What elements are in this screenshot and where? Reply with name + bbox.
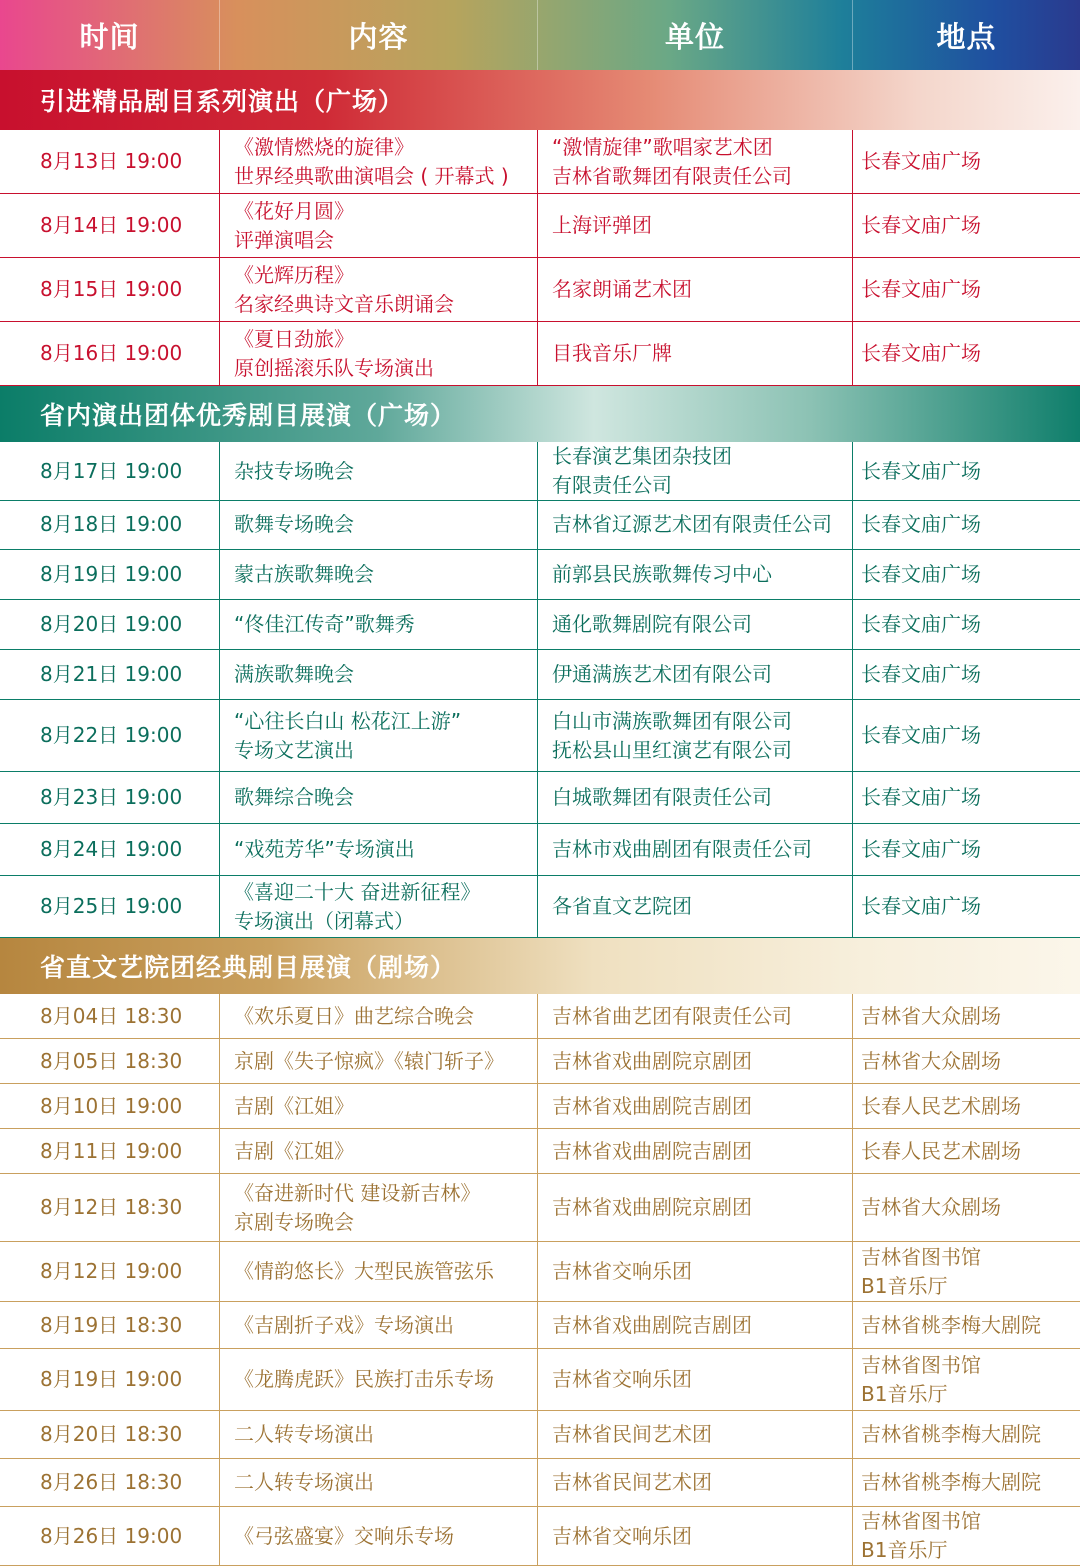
cell-content: 满族歌舞晚会 [219,650,537,700]
cell-place: 长春文庙广场 [852,442,1080,501]
cell-time: 8月19日 18:30 [0,1302,219,1349]
cell-place: 长春文庙广场 [852,258,1080,322]
cell-content: 歌舞专场晚会 [219,500,537,550]
cell-time: 8月26日 18:30 [0,1459,219,1507]
cell-place: 长春人民艺术剧场 [852,1084,1080,1129]
cell-unit: 吉林省民间艺术团 [537,1411,852,1459]
header-time: 时间 [79,19,140,54]
cell-time: 8月15日 19:00 [0,258,219,322]
cell-content: 《欢乐夏日》曲艺综合晚会 [219,994,537,1039]
cell-content: “佟佳江传奇”歌舞秀 [219,600,537,650]
cell-content: 蒙古族歌舞晚会 [219,550,537,600]
cell-content: 歌舞综合晚会 [219,772,537,824]
cell-unit: 吉林省交响乐团 [537,1349,852,1411]
cell-content: 《激情燃烧的旋律》 世界经典歌曲演唱会 ( 开幕式 ) [219,130,537,194]
cell-place: 长春文庙广场 [852,772,1080,824]
cell-time: 8月12日 19:00 [0,1242,219,1302]
cell-place: 吉林省大众剧场 [852,994,1080,1039]
cell-unit: 吉林省戏曲剧院吉剧团 [537,1302,852,1349]
cell-place: 长春文庙广场 [852,550,1080,600]
cell-unit: 吉林省戏曲剧院京剧团 [537,1039,852,1084]
table-row [0,1084,1080,1129]
cell-unit: 伊通满族艺术团有限公司 [537,650,852,700]
table-header [0,0,1080,70]
table-row [0,322,1080,386]
table-row [0,442,1080,500]
cell-time: 8月22日 19:00 [0,700,219,772]
cell-unit: 各省直文艺院团 [537,876,852,938]
table-row [0,1349,1080,1411]
cell-place: 吉林省图书馆 B1音乐厅 [852,1507,1080,1566]
cell-place: 长春文庙广场 [852,650,1080,700]
cell-place: 长春文庙广场 [852,500,1080,550]
section-imported-table [0,130,1080,386]
cell-time: 8月24日 19:00 [0,824,219,876]
cell-unit: 前郭县民族歌舞传习中心 [537,550,852,600]
cell-place: 吉林省大众剧场 [852,1174,1080,1242]
table-row [0,650,1080,700]
cell-content: 《花好月圆》 评弹演唱会 [219,194,537,258]
table-row [0,1039,1080,1084]
cell-unit: 目我音乐厂牌 [537,322,852,386]
cell-unit: 吉林省交响乐团 [537,1507,852,1566]
cell-time: 8月19日 19:00 [0,550,219,600]
cell-time: 8月12日 18:30 [0,1174,219,1242]
cell-time: 8月11日 19:00 [0,1129,219,1174]
cell-content: 杂技专场晚会 [219,442,537,501]
cell-unit: 长春演艺集团杂技团 有限责任公司 [537,442,852,501]
cell-place: 吉林省桃李梅大剧院 [852,1302,1080,1349]
table-row [0,1507,1080,1565]
table-row [0,500,1080,550]
cell-content: 京剧《失子惊疯》《辕门斩子》 [219,1039,537,1084]
cell-unit: 吉林省辽源艺术团有限责任公司 [537,500,852,550]
table-row [0,1129,1080,1174]
cell-place: 吉林省图书馆 B1音乐厅 [852,1349,1080,1411]
cell-content: 《奋进新时代 建设新吉林》 京剧专场晚会 [219,1174,537,1242]
table-row [0,700,1080,772]
cell-place: 长春文庙广场 [852,824,1080,876]
cell-unit: 上海评弹团 [537,194,852,258]
table-row [0,550,1080,600]
cell-place: 吉林省桃李梅大剧院 [852,1459,1080,1507]
cell-place: 长春文庙广场 [852,322,1080,386]
section-title-theater: 省直文艺院团经典剧目展演（剧场） [0,938,1080,994]
table-row [0,1302,1080,1349]
cell-time: 8月04日 18:30 [0,994,219,1039]
cell-time: 8月19日 19:00 [0,1349,219,1411]
cell-content: 吉剧《江姐》 [219,1084,537,1129]
header-place: 地点 [852,0,1080,70]
cell-content: 《情韵悠长》大型民族管弦乐 [219,1242,537,1302]
cell-content: 《夏日劲旅》 原创摇滚乐队专场演出 [219,322,537,386]
cell-content: “戏苑芳华”专场演出 [219,824,537,876]
section-provincial-table [0,442,1080,938]
cell-unit: “激情旋律”歌唱家艺术团 吉林省歌舞团有限责任公司 [537,130,852,194]
cell-place: 长春人民艺术剧场 [852,1129,1080,1174]
cell-place: 长春文庙广场 [852,600,1080,650]
cell-unit: 名家朗诵艺术团 [537,258,852,322]
table-row [0,130,1080,194]
cell-content: 《吉剧折子戏》专场演出 [219,1302,537,1349]
cell-place: 吉林省图书馆 B1音乐厅 [852,1242,1080,1302]
table-row [0,1459,1080,1507]
cell-content: 二人转专场演出 [219,1459,537,1507]
cell-unit: 吉林省戏曲剧院京剧团 [537,1174,852,1242]
cell-time: 8月17日 19:00 [0,442,219,501]
section-title-provincial: 省内演出团体优秀剧目展演（广场） [0,386,1080,442]
cell-time: 8月16日 19:00 [0,322,219,386]
cell-time: 8月13日 19:00 [0,130,219,194]
table-row [0,772,1080,824]
section-theater-table [0,994,1080,1565]
cell-time: 8月25日 19:00 [0,876,219,938]
table-row [0,824,1080,876]
table-row [0,1242,1080,1302]
cell-time: 8月14日 19:00 [0,194,219,258]
cell-unit: 吉林省交响乐团 [537,1242,852,1302]
table-row [0,994,1080,1039]
cell-time: 8月26日 19:00 [0,1507,219,1566]
cell-unit: 吉林市戏曲剧团有限责任公司 [537,824,852,876]
table-row [0,600,1080,650]
cell-unit: 吉林省戏曲剧院吉剧团 [537,1084,852,1129]
cell-time: 8月20日 19:00 [0,600,219,650]
table-row [0,1174,1080,1242]
table-row [0,876,1080,938]
cell-unit: 吉林省戏曲剧院吉剧团 [537,1129,852,1174]
cell-content: 《弓弦盛宴》交响乐专场 [219,1507,537,1566]
cell-unit: 吉林省民间艺术团 [537,1459,852,1507]
cell-time: 8月05日 18:30 [0,1039,219,1084]
cell-content: 《龙腾虎跃》民族打击乐专场 [219,1349,537,1411]
cell-place: 长春文庙广场 [852,130,1080,194]
cell-place: 长春文庙广场 [852,194,1080,258]
cell-time: 8月10日 19:00 [0,1084,219,1129]
cell-time: 8月23日 19:00 [0,772,219,824]
cell-place: 吉林省大众剧场 [852,1039,1080,1084]
cell-content: 二人转专场演出 [219,1411,537,1459]
cell-place: 长春文庙广场 [852,700,1080,772]
cell-time: 8月18日 19:00 [0,500,219,550]
header-unit: 单位 [537,0,852,70]
section-title-imported: 引进精品剧目系列演出（广场） [0,70,1080,130]
cell-content: “心往长白山 松花江上游” 专场文艺演出 [219,700,537,772]
cell-content: 吉剧《江姐》 [219,1129,537,1174]
cell-unit: 白山市满族歌舞团有限公司 抚松县山里红演艺有限公司 [537,700,852,772]
table-row [0,1411,1080,1459]
table-row [0,258,1080,322]
cell-unit: 白城歌舞团有限责任公司 [537,772,852,824]
cell-place: 吉林省桃李梅大剧院 [852,1411,1080,1459]
cell-unit: 通化歌舞剧院有限公司 [537,600,852,650]
cell-place: 长春文庙广场 [852,876,1080,938]
table-row [0,194,1080,258]
cell-time: 8月20日 18:30 [0,1411,219,1459]
cell-unit: 吉林省曲艺团有限责任公司 [537,994,852,1039]
cell-content: 《光辉历程》 名家经典诗文音乐朗诵会 [219,258,537,322]
cell-content: 《喜迎二十大 奋进新征程》 专场演出（闭幕式） [219,876,537,938]
cell-time: 8月21日 19:00 [0,650,219,700]
header-content: 内容 [219,0,537,70]
